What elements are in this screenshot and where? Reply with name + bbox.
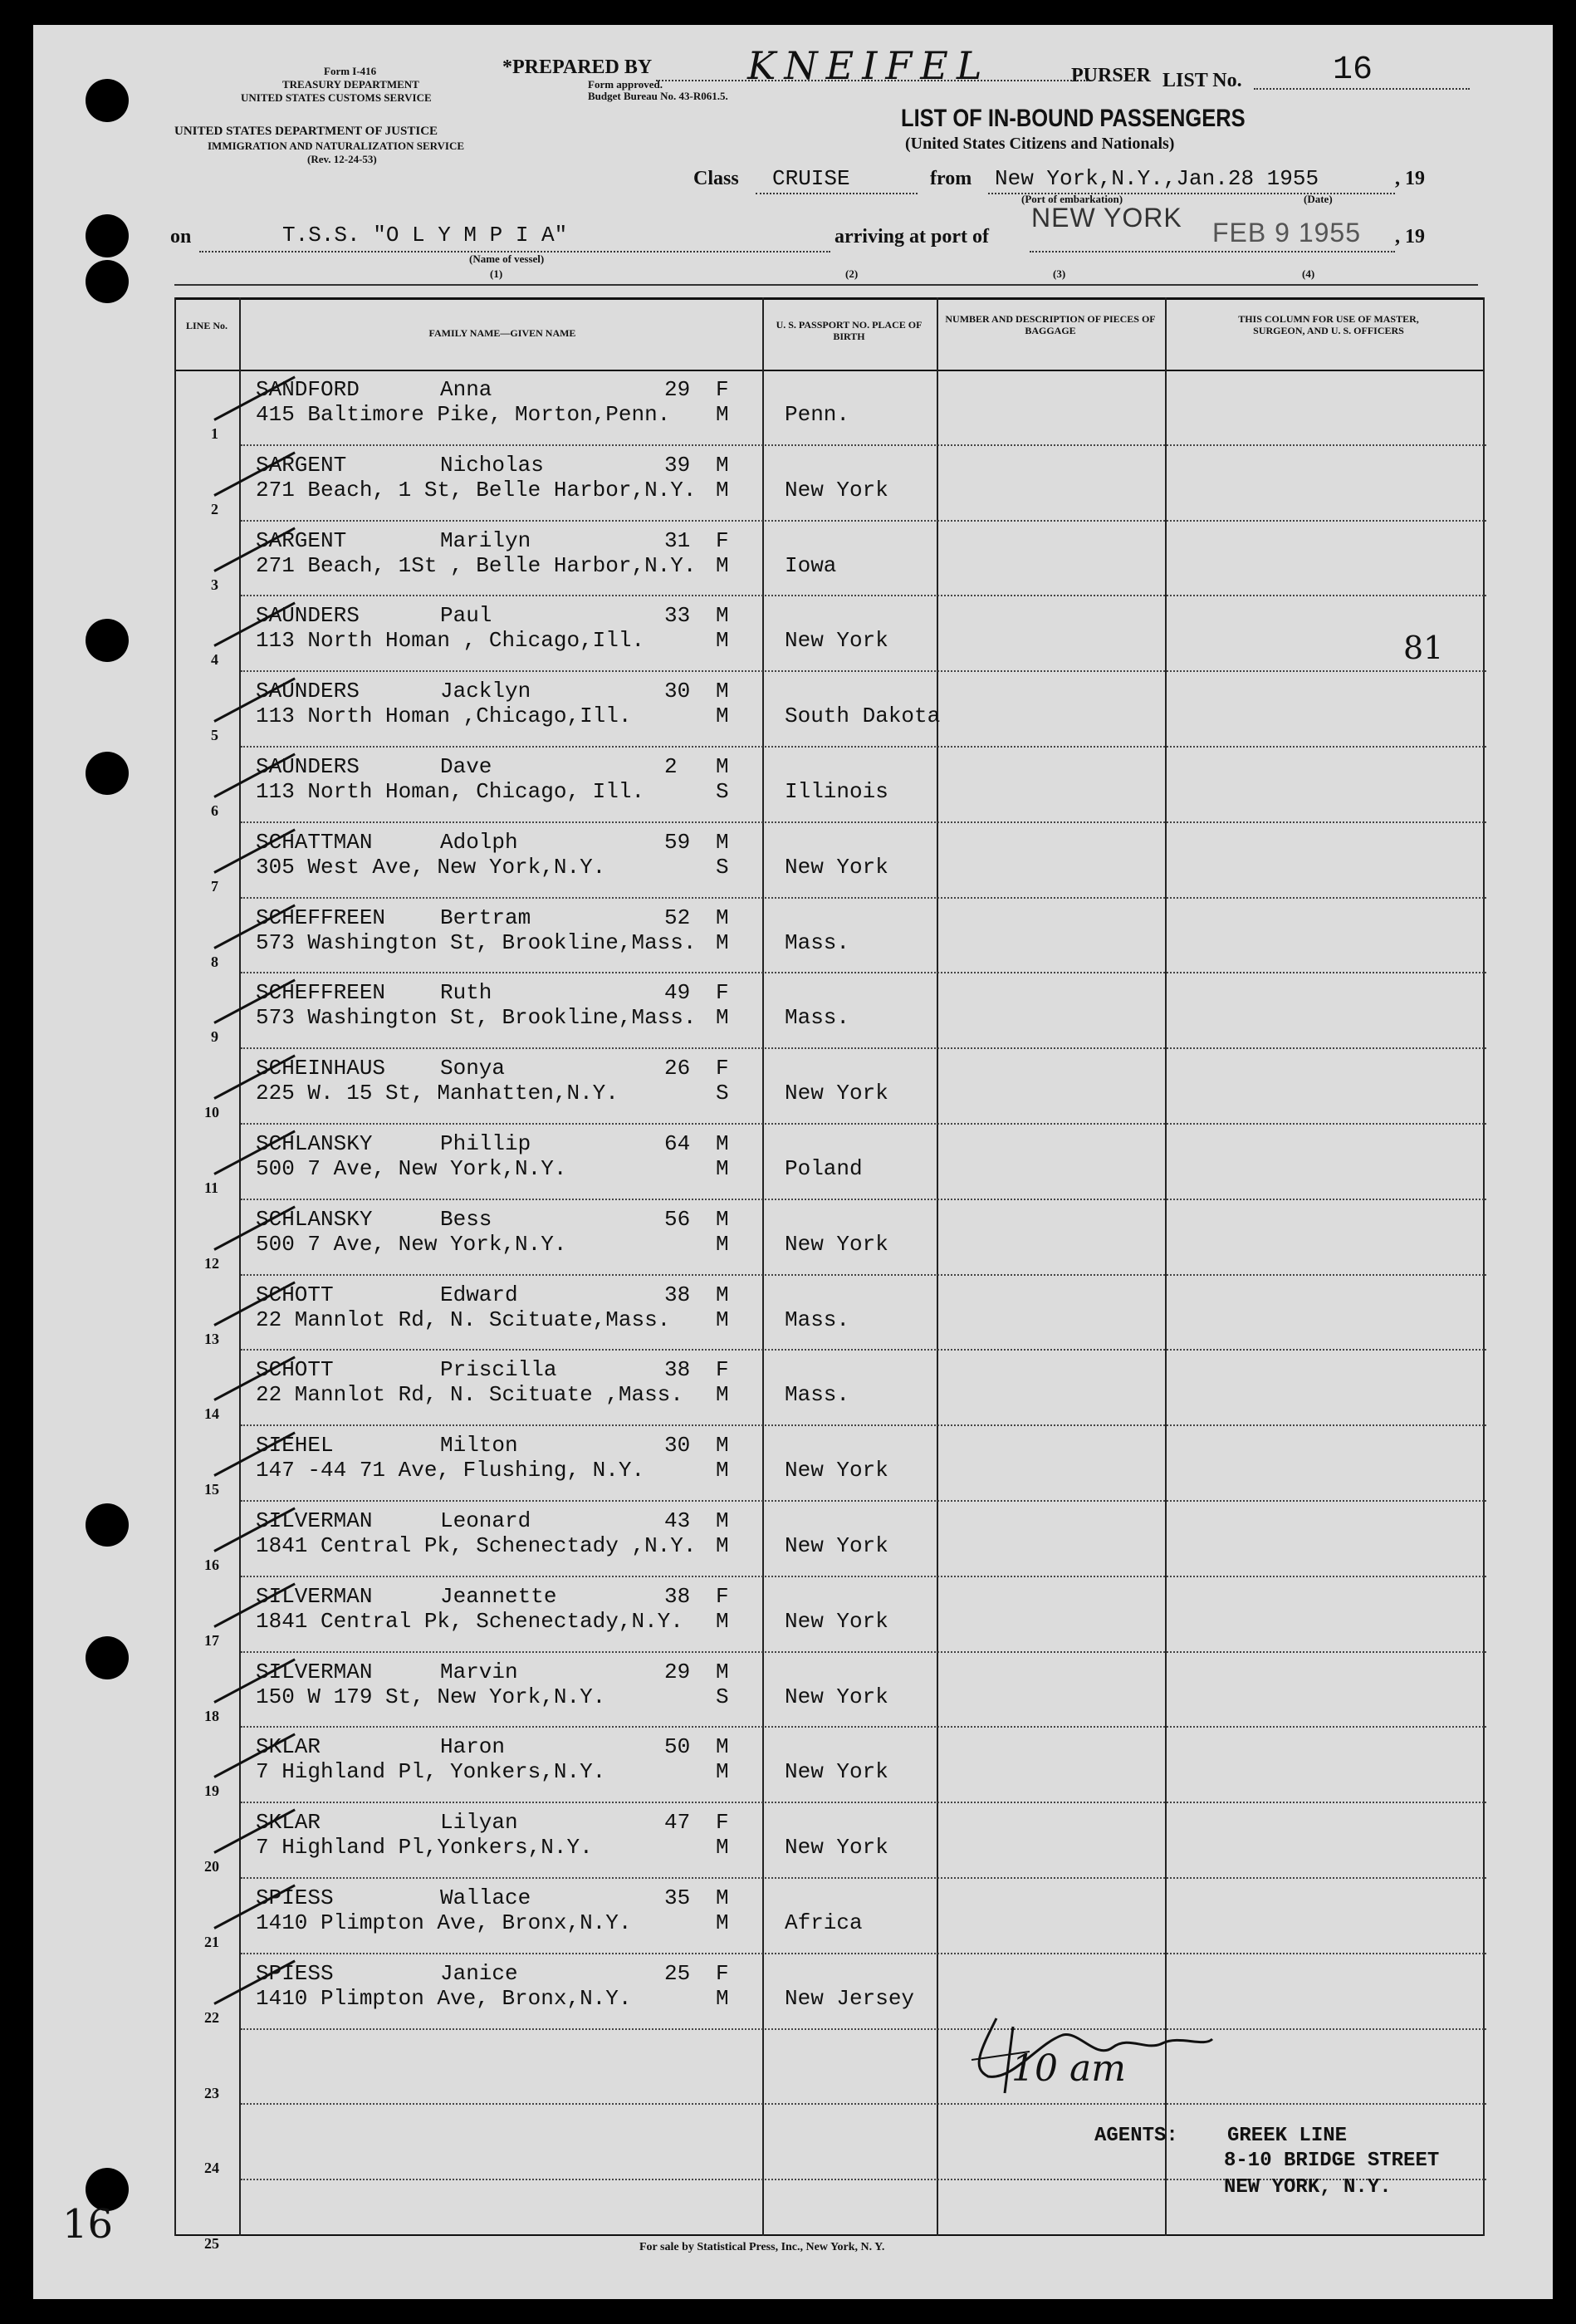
passenger-family-name: SCHEFFREEN — [256, 980, 386, 1006]
line-number: 17 — [204, 1631, 219, 1649]
line-number: 21 — [204, 1934, 219, 1950]
line-number: 23 — [204, 2084, 219, 2101]
line-number: 24 — [204, 2160, 219, 2177]
passenger-family-name: SCHEFFREEN — [256, 905, 386, 930]
passenger-address: 500 7 Ave, New York,N.Y. — [256, 1231, 567, 1257]
signature-note: 10 am — [1011, 2047, 1126, 2090]
col-divider — [239, 297, 241, 2236]
column-number-2: (2) — [845, 267, 859, 280]
passenger-given-name: Adolph — [440, 829, 518, 855]
line-number: 1 — [211, 425, 218, 442]
passenger-marital-status: M — [716, 1985, 729, 2011]
passenger-marital-status: M — [716, 402, 729, 427]
passenger-address: 500 7 Ave, New York,N.Y. — [256, 1156, 567, 1181]
row-divider — [241, 1424, 1486, 1426]
line-number: 13 — [204, 1330, 219, 1347]
agents-line-2: 8-10 BRIDGE STREET — [1224, 2150, 1440, 2172]
passenger-sex: F — [716, 1056, 729, 1081]
passenger-age: 59 — [664, 829, 691, 855]
class-value: CRUISE — [772, 166, 850, 191]
row-divider — [241, 1877, 1486, 1879]
passenger-birthplace: New York — [785, 628, 888, 654]
passenger-sex: F — [716, 527, 729, 553]
passenger-sex: F — [716, 377, 729, 402]
passenger-given-name: Wallace — [440, 1885, 531, 1910]
passenger-marital-status: M — [716, 1005, 729, 1031]
passenger-address: 22 Mannlot Rd, N. Scituate,Mass. — [256, 1307, 671, 1332]
line-number: 4 — [211, 651, 218, 669]
passenger-sex: F — [716, 1810, 729, 1836]
passenger-address: 1841 Central Pk, Schenectady,N.Y. — [256, 1608, 683, 1634]
passenger-address: 113 North Homan, Chicago, Ill. — [256, 779, 645, 804]
row-divider — [241, 1726, 1486, 1728]
passenger-sex: F — [716, 980, 729, 1006]
punch-hole — [86, 619, 129, 662]
passenger-birthplace: New York — [785, 1081, 888, 1106]
passenger-sex: F — [716, 1357, 729, 1383]
passenger-given-name: Phillip — [440, 1131, 531, 1156]
table-top-border — [174, 297, 1485, 300]
col-header-passport: U. S. PASSPORT NO. PLACE OF BIRTH — [776, 319, 923, 342]
passenger-address: 150 W 179 St, New York,N.Y. — [256, 1684, 606, 1709]
row-divider — [241, 821, 1486, 823]
line-number: 8 — [211, 953, 218, 970]
passenger-sex: M — [716, 1508, 729, 1533]
purser-label: PURSER — [1071, 65, 1152, 86]
vessel-value: T.S.S. "O L Y M P I A" — [282, 223, 568, 248]
department-of-justice: UNITED STATES DEPARTMENT OF JUSTICE — [174, 125, 438, 138]
column-number-4: (4) — [1302, 267, 1315, 280]
line-number: 6 — [211, 802, 218, 819]
row-divider — [241, 746, 1486, 748]
passenger-age: 29 — [664, 1659, 691, 1684]
passenger-family-name: SPIESS — [256, 1960, 334, 1986]
passenger-sex: M — [716, 1885, 729, 1910]
punch-hole — [86, 752, 129, 795]
passenger-address: 271 Beach, 1St , Belle Harbor,N.Y. — [256, 552, 697, 578]
agents-label: AGENTS: — [1094, 2125, 1178, 2147]
passenger-family-name: SARGENT — [256, 452, 347, 478]
col-header-baggage: NUMBER AND DESCRIPTION OF PIECES OF BAGGAGE — [945, 313, 1156, 336]
row-divider — [241, 670, 1486, 672]
table-right-border — [1483, 297, 1485, 2236]
row-divider — [241, 1576, 1486, 1577]
punch-hole — [86, 1636, 129, 1679]
passenger-sex: M — [716, 754, 729, 779]
row-divider — [241, 1651, 1486, 1653]
passenger-marital-status: S — [716, 1081, 729, 1106]
passenger-birthplace: New York — [785, 1608, 888, 1634]
passenger-marital-status: M — [716, 628, 729, 654]
passenger-marital-status: M — [716, 929, 729, 955]
line-number: 2 — [211, 500, 218, 517]
passenger-marital-status: S — [716, 779, 729, 804]
passenger-birthplace: New York — [785, 1533, 888, 1558]
passenger-sex: M — [716, 1131, 729, 1156]
form-approved: Form approved. — [588, 78, 663, 91]
passenger-birthplace: New York — [785, 477, 888, 503]
passenger-family-name: SARGENT — [256, 527, 347, 553]
on-label: on — [170, 226, 192, 248]
row-divider — [241, 1199, 1486, 1200]
passenger-age: 38 — [664, 1282, 691, 1307]
passenger-age: 38 — [664, 1357, 691, 1383]
passenger-family-name: SILVERMAN — [256, 1508, 373, 1533]
passenger-sex: M — [716, 1282, 729, 1307]
passenger-family-name: SCHLANSKY — [256, 1131, 373, 1156]
passenger-marital-status: M — [716, 1458, 729, 1483]
passenger-family-name: SCHOTT — [256, 1282, 334, 1307]
passenger-marital-status: M — [716, 1231, 729, 1257]
passenger-age: 49 — [664, 980, 691, 1006]
passenger-family-name: SILVERMAN — [256, 1659, 373, 1684]
passenger-given-name: Bertram — [440, 905, 531, 930]
table-bottom-border — [174, 2234, 1485, 2236]
passenger-birthplace: Mass. — [785, 1307, 850, 1332]
passenger-age: 26 — [664, 1056, 691, 1081]
passenger-given-name: Bess — [440, 1206, 492, 1232]
port-of-embarkation-caption: (Port of embarkation) — [1021, 193, 1123, 205]
col-header-name: FAMILY NAME—GIVEN NAME — [428, 327, 576, 339]
passenger-family-name: SKLAR — [256, 1810, 321, 1836]
line-number: 20 — [204, 1858, 219, 1875]
col-header-officers: THIS COLUMN FOR USE OF MASTER, SURGEON, AND U. S. OFFICERS — [1238, 313, 1419, 336]
passenger-age: 30 — [664, 1433, 691, 1459]
passenger-address: 225 W. 15 St, Manhatten,N.Y. — [256, 1081, 619, 1106]
passenger-family-name: SCHLANSKY — [256, 1206, 373, 1232]
passenger-marital-status: M — [716, 1156, 729, 1181]
arrival-date-stamp: FEB 9 1955 — [1212, 218, 1361, 248]
row-divider — [241, 1349, 1486, 1351]
row-divider — [241, 520, 1486, 522]
passenger-sex: M — [716, 905, 729, 930]
col-header-line-no: LINE No. — [185, 320, 228, 331]
budget-bureau: Budget Bureau No. 43-R061.5. — [588, 90, 728, 102]
passenger-marital-status: M — [716, 704, 729, 729]
header-rule — [174, 284, 1478, 286]
passenger-sex: M — [716, 1734, 729, 1760]
passenger-age: 38 — [664, 1583, 691, 1609]
agents-line-3: NEW YORK, N.Y. — [1224, 2176, 1392, 2199]
line-number: 16 — [204, 1557, 219, 1573]
passenger-address: 113 North Homan , Chicago,Ill. — [256, 628, 645, 654]
line-number: 5 — [211, 727, 218, 744]
passenger-address: 271 Beach, 1 St, Belle Harbor,N.Y. — [256, 477, 697, 503]
passenger-family-name: SCHOTT — [256, 1357, 334, 1383]
passenger-birthplace: Africa — [785, 1910, 863, 1935]
passenger-sex: M — [716, 1206, 729, 1232]
passenger-marital-status: M — [716, 1910, 729, 1935]
col-divider — [762, 297, 764, 2236]
passenger-given-name: Marvin — [440, 1659, 518, 1684]
passenger-age: 31 — [664, 527, 691, 553]
passenger-marital-status: M — [716, 1835, 729, 1861]
passenger-marital-status: M — [716, 1759, 729, 1785]
passenger-age: 47 — [664, 1810, 691, 1836]
passenger-sex: M — [716, 829, 729, 855]
passenger-given-name: Dave — [440, 754, 492, 779]
passenger-address: 7 Highland Pl, Yonkers,N.Y. — [256, 1759, 606, 1785]
passenger-birthplace: New York — [785, 1684, 888, 1709]
date-caption: (Date) — [1304, 193, 1333, 205]
passenger-family-name: SANDFORD — [256, 377, 360, 402]
arrival-port-stamp: NEW YORK — [1031, 203, 1182, 233]
passenger-birthplace: New York — [785, 1458, 888, 1483]
passenger-given-name: Paul — [440, 603, 492, 629]
col-divider — [937, 297, 938, 2236]
passenger-address: 573 Washington St, Brookline,Mass. — [256, 929, 697, 955]
passenger-age: 56 — [664, 1206, 691, 1232]
passenger-age: 50 — [664, 1734, 691, 1760]
margin-note: 16 — [62, 2201, 114, 2248]
passenger-birthplace: South Dakota — [785, 704, 941, 729]
passenger-given-name: Anna — [440, 377, 492, 402]
prepared-by-label: *PREPARED BY — [502, 56, 653, 78]
punch-hole — [86, 1503, 129, 1547]
from-label: from — [930, 168, 972, 189]
year-suffix: , 19 — [1395, 168, 1425, 189]
passenger-marital-status: S — [716, 854, 729, 880]
passenger-family-name: SILVERMAN — [256, 1583, 373, 1609]
passenger-family-name: SIEHEL — [256, 1433, 334, 1459]
agents-line-1: GREEK LINE — [1227, 2125, 1348, 2147]
line-number: 22 — [204, 2008, 219, 2026]
passenger-given-name: Marilyn — [440, 527, 531, 553]
passenger-age: 33 — [664, 603, 691, 629]
from-value: New York,N.Y.,Jan.28 1955 — [995, 166, 1319, 191]
passenger-given-name: Jacklyn — [440, 679, 531, 704]
punch-hole — [86, 214, 129, 257]
row-divider — [241, 1274, 1486, 1276]
prepared-by-signature: KNEIFEL — [747, 43, 991, 88]
passenger-family-name: SCHATTMAN — [256, 829, 373, 855]
line-number: 19 — [204, 1782, 219, 1800]
passenger-age: 43 — [664, 1508, 691, 1533]
line-number: 10 — [204, 1104, 219, 1121]
passenger-given-name: Lilyan — [440, 1810, 518, 1836]
passenger-address: 22 Mannlot Rd, N. Scituate ,Mass. — [256, 1382, 683, 1408]
passenger-given-name: Nicholas — [440, 452, 544, 478]
row-divider — [241, 1123, 1486, 1125]
passenger-age: 2 — [664, 754, 678, 779]
passenger-age: 64 — [664, 1131, 691, 1156]
passenger-family-name: SAUNDERS — [256, 754, 360, 779]
class-label: Class — [693, 168, 739, 189]
passenger-address: 1841 Central Pk, Schenectady ,N.Y. — [256, 1533, 697, 1558]
line-number: 7 — [211, 877, 218, 895]
passenger-birthplace: New York — [785, 1759, 888, 1785]
passenger-given-name: Milton — [440, 1433, 518, 1459]
row-divider — [241, 595, 1486, 596]
passenger-birthplace: Poland — [785, 1156, 863, 1181]
passenger-birthplace: Mass. — [785, 929, 850, 955]
treasury-department: TREASURY DEPARTMENT — [282, 78, 419, 91]
passenger-birthplace: New York — [785, 1231, 888, 1257]
passenger-address: 7 Highland Pl,Yonkers,N.Y. — [256, 1835, 593, 1861]
row-divider — [241, 1802, 1486, 1803]
line-number: 25 — [204, 2235, 219, 2253]
passenger-age: 29 — [664, 377, 691, 402]
row-divider — [241, 1500, 1486, 1502]
arriving-label: arriving at port of — [834, 226, 989, 248]
passenger-birthplace: Illinois — [785, 779, 888, 804]
passenger-birthplace: Mass. — [785, 1005, 850, 1031]
line-number: 14 — [204, 1405, 219, 1423]
footer-imprint: For sale by Statistical Press, Inc., New York, N. Y. — [639, 2241, 885, 2253]
punch-hole — [86, 79, 129, 122]
passenger-address: 415 Baltimore Pike, Morton,Penn. — [256, 402, 671, 427]
passenger-marital-status: S — [716, 1684, 729, 1709]
passenger-address: 1410 Plimpton Ave, Bronx,N.Y. — [256, 1985, 632, 2011]
passenger-sex: M — [716, 1433, 729, 1459]
line-number: 18 — [204, 1707, 219, 1724]
passenger-sex: M — [716, 1659, 729, 1684]
passenger-birthplace: New York — [785, 854, 888, 880]
line-number: 15 — [204, 1481, 219, 1498]
officer-mark: 81 — [1403, 630, 1444, 666]
row-divider — [241, 972, 1486, 973]
passenger-age: 25 — [664, 1960, 691, 1986]
row-divider — [241, 2103, 1486, 2105]
passenger-family-name: SAUNDERS — [256, 603, 360, 629]
column-number-1: (1) — [490, 267, 503, 280]
passenger-sex: M — [716, 452, 729, 478]
passenger-sex: F — [716, 1583, 729, 1609]
passenger-given-name: Haron — [440, 1734, 506, 1760]
passenger-age: 35 — [664, 1885, 691, 1910]
passenger-family-name: SKLAR — [256, 1734, 321, 1760]
passenger-family-name: SCHEINHAUS — [256, 1056, 386, 1081]
passenger-given-name: Leonard — [440, 1508, 531, 1533]
passenger-sex: M — [716, 679, 729, 704]
passenger-marital-status: M — [716, 1608, 729, 1634]
passenger-birthplace: Penn. — [785, 402, 850, 427]
passenger-marital-status: M — [716, 1533, 729, 1558]
punch-hole — [86, 260, 129, 303]
passenger-given-name: Jeannette — [440, 1583, 557, 1609]
passenger-family-name: SPIESS — [256, 1885, 334, 1910]
passenger-sex: M — [716, 603, 729, 629]
row-divider — [241, 1047, 1486, 1049]
passenger-address: 573 Washington St, Brookline,Mass. — [256, 1005, 697, 1031]
passenger-given-name: Edward — [440, 1282, 518, 1307]
passenger-birthplace: New Jersey — [785, 1985, 915, 2011]
page-title: LIST OF IN-BOUND PASSENGERS — [901, 105, 1246, 132]
passenger-marital-status: M — [716, 1307, 729, 1332]
line-number: 12 — [204, 1254, 219, 1272]
table-header-border — [174, 370, 1485, 371]
passenger-address: 113 North Homan ,Chicago,Ill. — [256, 704, 632, 729]
passenger-given-name: Janice — [440, 1960, 518, 1986]
line-number: 11 — [204, 1179, 219, 1196]
table-left-border — [174, 297, 176, 2236]
form-number: Form I-416 — [324, 65, 377, 77]
row-divider — [241, 2028, 1486, 2030]
column-number-3: (3) — [1053, 267, 1066, 280]
line-number: 9 — [211, 1028, 218, 1046]
row-divider — [241, 444, 1486, 446]
passenger-age: 30 — [664, 679, 691, 704]
list-no-value: 16 — [1333, 51, 1373, 89]
passenger-marital-status: M — [716, 1382, 729, 1408]
line-number: 3 — [211, 576, 218, 593]
year-suffix-2: , 19 — [1395, 226, 1425, 248]
list-no-label: LIST No. — [1162, 70, 1242, 91]
passenger-marital-status: M — [716, 477, 729, 503]
passenger-family-name: SAUNDERS — [256, 679, 360, 704]
passenger-age: 52 — [664, 905, 691, 930]
page-subtitle: (United States Citizens and Nationals) — [905, 135, 1175, 153]
passenger-birthplace: New York — [785, 1835, 888, 1861]
passenger-age: 39 — [664, 452, 691, 478]
vessel-caption: (Name of vessel) — [469, 253, 545, 265]
passenger-marital-status: M — [716, 552, 729, 578]
form-revision: (Rev. 12-24-53) — [307, 153, 377, 165]
row-divider — [241, 897, 1486, 899]
col-divider — [1165, 297, 1167, 2236]
passenger-given-name: Ruth — [440, 980, 492, 1006]
passenger-address: 147 -44 71 Ave, Flushing, N.Y. — [256, 1458, 645, 1483]
passenger-given-name: Sonya — [440, 1056, 506, 1081]
immigration-service: IMMIGRATION AND NATURALIZATION SERVICE — [208, 140, 465, 152]
passenger-address: 305 West Ave, New York,N.Y. — [256, 854, 606, 880]
customs-service: UNITED STATES CUSTOMS SERVICE — [241, 91, 432, 104]
passenger-sex: F — [716, 1960, 729, 1986]
row-divider — [241, 1953, 1486, 1954]
passenger-birthplace: Mass. — [785, 1382, 850, 1408]
passenger-given-name: Priscilla — [440, 1357, 557, 1383]
passenger-address: 1410 Plimpton Ave, Bronx,N.Y. — [256, 1910, 632, 1935]
passenger-birthplace: Iowa — [785, 552, 837, 578]
